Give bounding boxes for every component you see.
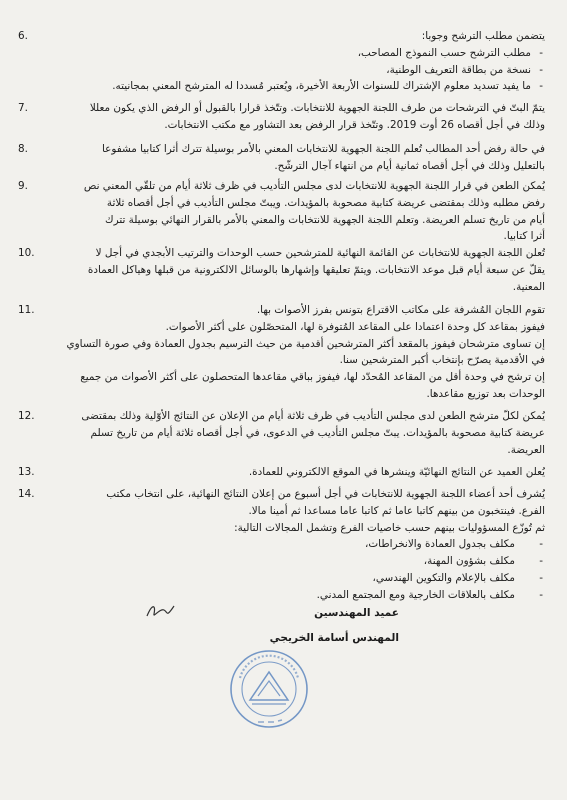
bullet-item: - مكلف بالعلاقات الخارجية ومع المجتمع المدني. [32, 587, 545, 604]
clause-line: تقوم اللجان المُشرفة على مكاتب الاقتراع بتونس بفرز الأصوات بها. [256, 304, 545, 316]
clause-line: ثم تُوزّع المسؤوليات بينهم حسب خاصيات الفرع وتشمل المجالات التالية: [234, 521, 545, 534]
bullet-item: - مكلف بشؤون المهنة، [32, 553, 545, 570]
clause-line: في حالة رفض أحد المطالب تُعلم اللجنة الجهوية للانتخابات المعني بالأمر بوسيلة تترك أثرا كتابيا مشفوعا [102, 143, 545, 155]
clause-line: الفرع. فينتخبون من بينهم كاتبا عاما ثم كاتبا عاما مساعدا ثم أمينا مالا. [248, 504, 545, 517]
official-stamp-icon [228, 648, 310, 730]
clause-line: الوحدات بعد توزيع مقاعدها. [426, 387, 545, 400]
bullet-item: - ما يفيد تسديد معلوم الإشتراك للسنوات الأربعة الأخيرة، ويُعتبر مُسددا له المترشح المعني بمجانيته. [32, 78, 545, 95]
bullet-item: - مكلف بالإعلام والتكوين الهندسي، [32, 570, 545, 587]
clause-13 [18, 464, 545, 481]
clause-line: أثرا كتابيا. [503, 230, 545, 243]
clause-line: إن تساوى مترشحان فيفوز بالمقعد أكثر المترشحين أقدمية من حيث الترسيم بجدول العمادة وفي صورة التساوي [66, 337, 545, 350]
clause-number: 8. [18, 143, 28, 155]
signature-title: عميد المهندسين [314, 607, 399, 619]
bullet-item: - مطلب الترشح حسب النموذج المصاحب، [32, 45, 545, 62]
clause-line: يُشرف أحد أعضاء اللجنة الجهوية للانتخابات في أجل أسبوع من إعلان النتائج النهائية، على انتخاب مكتب [106, 488, 545, 500]
clause-line: يتمّ البتّ في الترشحات من طرف اللجنة الجهوية للانتخابات. وتتّخذ قرارا بالقبول أو الرفض الذي يكون معللا [89, 102, 545, 114]
clause-11 [18, 302, 545, 403]
clause-line: العريضة. [507, 443, 545, 456]
bullet-item: - نسخة من بطاقة التعريف الوطنية، [32, 62, 545, 79]
clause-line: في الأقدمية يصرّح بإنتخاب أكبر المترشحين سنا. [339, 354, 545, 367]
clause-number: 10. [18, 247, 35, 259]
clause-line: أيام من تاريخ تسلم العريضة. وتعلم اللجنة الجهوية للانتخابات والمعني بالأمر بالقرار النهائي بوسيلة تترك [105, 213, 545, 226]
clause-number: 6. [18, 30, 28, 42]
clause-line: يُعلن العميد عن النتائج النهائيّة وينشرها في الموقع الالكتروني للعمادة. [248, 466, 545, 478]
clause-line: يُمكن الطعن في قرار اللجنة الجهوية للانتخابات لدى مجلس التأديب في ظرف ثلاثة أيام من تلقّي المعني نص [83, 180, 545, 192]
clause-9 [18, 178, 545, 245]
bullet-item: - مكلف بجدول العمادة والانخراطات، [32, 536, 545, 553]
clause-line: بالتعليل وذلك في أجل أقصاه ثمانية أيام من انتهاء آجال الترشّح. [274, 159, 545, 172]
clause-line: عريضة كتابية مصحوبة بالمؤيدات. يبتّ مجلس التأديب في الدعوى، في أجل أقصاه ثلاثة أيام من تاريخ تسلم [90, 426, 545, 439]
signature-name: المهندس أسامة الخريجي [269, 632, 399, 644]
clause-line: وذلك في أجل أقصاه 26 أوت 2019. وتتّخذ قرار الرفض بعد التشاور مع مكتب الانتخابات. [164, 118, 545, 131]
clause-number: 7. [18, 102, 28, 114]
clause-line: فيفوز بمقاعد كل وحدة اعتمادا على المقاعد المُتوفرة لها، المتحصّلون على أكثر الأصوات. [165, 320, 545, 333]
clause-line: تُعلن اللجنة الجهوية للانتخابات عن القائمة النهائية للمترشحين حسب الوحدات والترتيب الأبجدي في أجل لا [95, 247, 545, 259]
clause-line: رفض مطلبه وذلك بمقتضى عريضة كتابية مصحوبة بالمؤيدات. ويبتّ مجلس التأديب في أجل أقصاه ثلاثة [106, 196, 545, 209]
clause-line: إن ترشح في وحدة أقل من المقاعد المُحدّد لها، فيفوز بباقي مقاعدها المتحصلون على أكثر الأصوات من جميع [80, 371, 545, 384]
clause-14 [18, 486, 545, 604]
clause-number: 9. [18, 180, 28, 192]
clause-6 [18, 28, 545, 95]
handwritten-signature-icon [144, 600, 180, 622]
clause-8 [18, 141, 545, 175]
clause-number: 12. [18, 410, 35, 422]
clause-line: يقلّ عن سبعة أيام قبل موعد الانتخابات. ويتمّ تعليقها وإشهارها بالوسائل الالكترونية من قبلها وهياكل العمادة [87, 263, 545, 276]
clause-number: 13. [18, 466, 35, 478]
clause-line: يتضمن مطلب الترشح وجوبا: [421, 30, 545, 42]
clause-12 [18, 408, 545, 458]
clause-number: 14. [18, 488, 35, 500]
clause-number: 11. [18, 304, 35, 316]
clause-line: المعنية. [512, 280, 545, 293]
clause-7 [18, 100, 545, 134]
clause-10 [18, 245, 545, 295]
clause-line: يُمكن لكلّ مترشح الطعن لدى مجلس التأديب في ظرف ثلاثة أيام من الإعلان عن النتائج الأوّلية وذلك بمقتضى [81, 410, 545, 422]
